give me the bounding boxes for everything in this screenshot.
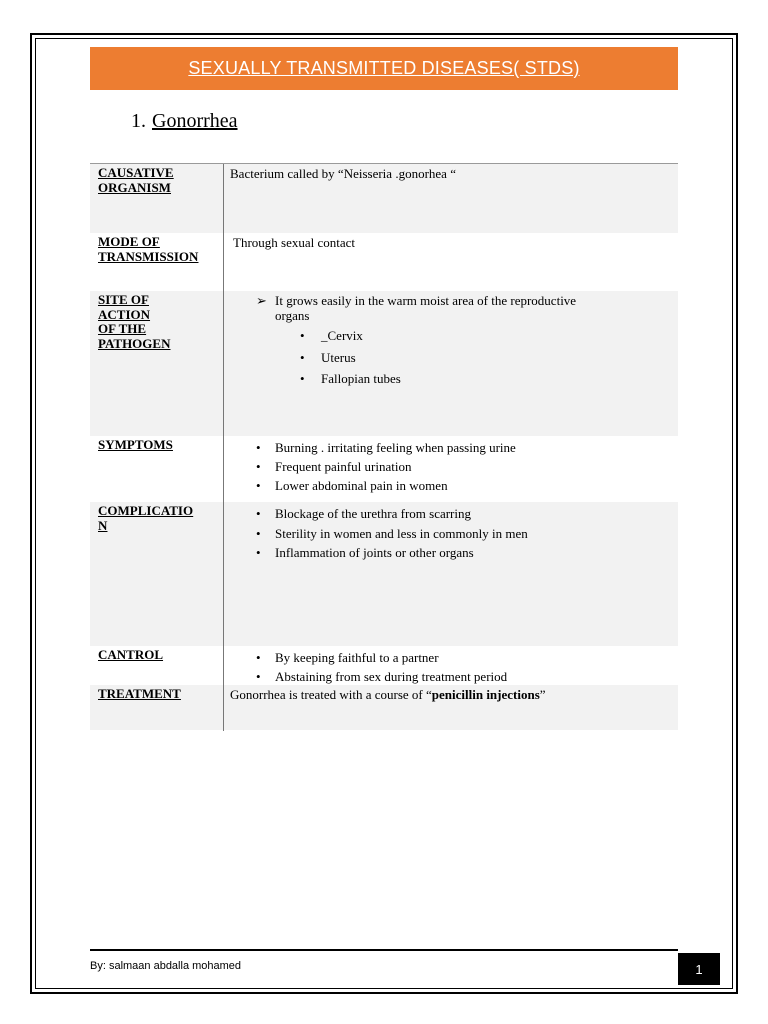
list-item: • Fallopian tubes xyxy=(230,368,670,390)
arrow-bullet-icon: ➢ xyxy=(256,293,267,308)
label-line: ACTION xyxy=(98,306,151,322)
row-content-complication xyxy=(230,504,670,563)
label-line: SITE OF xyxy=(98,292,149,307)
label-line: TRANSMISSION xyxy=(98,248,199,264)
row-label-complication xyxy=(98,504,222,533)
banner-title: SEXUALLY TRANSMITTED DISEASES( STDS) xyxy=(188,58,580,78)
label-line: CANTROL xyxy=(98,647,164,662)
treatment-text-end: ” xyxy=(539,687,546,702)
list-item: • Uterus xyxy=(230,347,670,369)
label-line: MODE OF xyxy=(98,234,160,249)
page-number: 1 xyxy=(678,953,720,985)
heading-text: Gonorrhea xyxy=(152,110,238,132)
control-list xyxy=(230,648,670,686)
footer-author: By: salmaan abdalla mohamed xyxy=(90,960,242,972)
table-row-complication xyxy=(90,502,678,646)
list-item: • _Cervix xyxy=(230,325,670,347)
treatment-text: Gonorrhea is treated with a course of “ xyxy=(230,687,432,702)
label-line: TREATMENT xyxy=(98,686,181,701)
list-item: • By keeping faithful to a partner xyxy=(230,648,670,667)
label-line: ORGANISM xyxy=(98,179,171,195)
table-row-symptoms xyxy=(90,436,678,502)
row-label-site xyxy=(98,293,222,351)
list-item: • Lower abdominal pain in women xyxy=(230,476,670,495)
row-label-causative xyxy=(98,166,222,195)
site-intro xyxy=(230,293,670,323)
row-content-causative: Bacterium called by “Neisseria .gonorhea “ xyxy=(230,166,456,181)
table-row-causative xyxy=(90,164,678,233)
table-row-site xyxy=(90,291,678,436)
list-item: • Sterility in women and less in commonly in men xyxy=(230,524,670,544)
row-label-control xyxy=(98,648,222,663)
row-content-mode: Through sexual contact xyxy=(233,235,356,250)
complication-list xyxy=(230,504,670,563)
row-label-treatment xyxy=(98,687,222,702)
table-row-mode xyxy=(90,233,678,291)
row-content-treatment xyxy=(230,687,670,702)
list-item: • Burning . irritating feeling when passing urine xyxy=(230,438,670,457)
site-organ-list xyxy=(230,325,670,390)
row-label-symptoms xyxy=(98,438,222,453)
heading-number: 1. xyxy=(131,110,146,132)
row-content-site xyxy=(230,293,670,390)
label-line: CAUSATIVE xyxy=(98,165,174,180)
table-column-divider xyxy=(223,164,224,731)
list-item: • Frequent painful urination xyxy=(230,457,670,476)
list-item: • Inflammation of joints or other organs xyxy=(230,543,670,563)
symptoms-list xyxy=(230,438,670,495)
section-heading xyxy=(131,110,238,133)
title-banner xyxy=(90,47,678,90)
label-line: PATHOGEN xyxy=(98,335,171,351)
row-content-symptoms xyxy=(230,438,670,495)
label-line: SYMPTOMS xyxy=(98,437,173,452)
label-line: COMPLICATIO xyxy=(98,503,194,518)
label-line: OF THE xyxy=(98,321,147,336)
row-label-mode xyxy=(98,235,222,264)
site-intro-line: It grows easily in the warm moist area of the reproductive xyxy=(275,293,577,308)
footer-rule xyxy=(90,949,678,951)
table-row-control xyxy=(90,646,678,685)
row-content-control xyxy=(230,648,670,686)
list-item: • Blockage of the urethra from scarring xyxy=(230,504,670,524)
treatment-bold-text: penicillin injections xyxy=(431,687,540,702)
table-row-treatment xyxy=(90,685,678,730)
site-intro-line: organs xyxy=(275,308,310,323)
label-line: N xyxy=(98,517,108,533)
list-item: • Abstaining from sex during treatment period xyxy=(230,667,670,686)
